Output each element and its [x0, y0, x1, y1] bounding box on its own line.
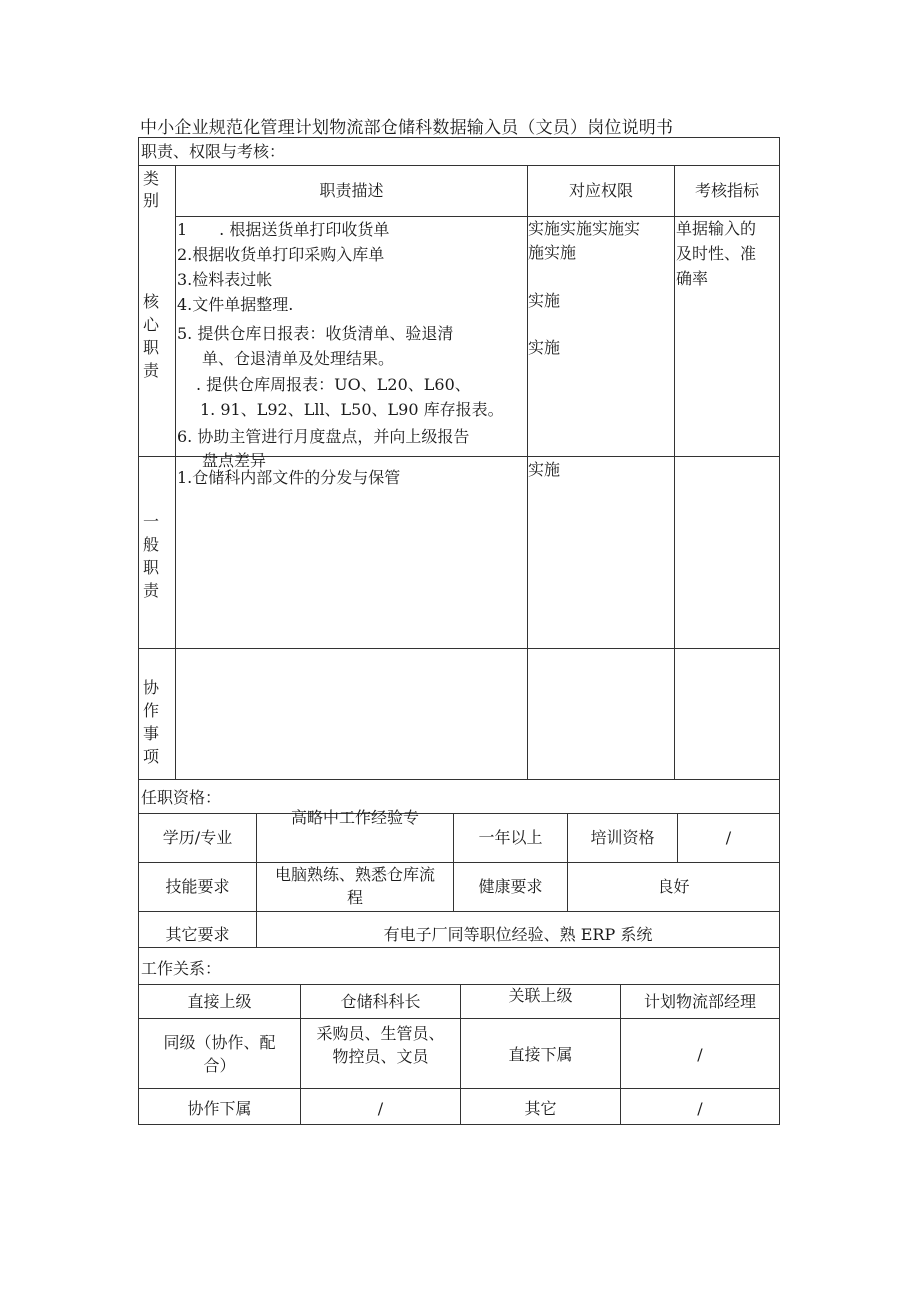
peer-value: 物控员、文员 [332, 1047, 429, 1066]
row-divider [139, 648, 779, 649]
peer-label: 同级（协作、配 [163, 1033, 276, 1052]
related-superior-label: 关联上级 [508, 986, 573, 1005]
general-duty-item: 1.仓储科内部文件的分发与保管 [177, 468, 401, 487]
header-description: 职责描述 [319, 181, 384, 200]
coop-subordinate-value: / [377, 1099, 384, 1118]
job-description-table [138, 137, 780, 1125]
row-divider [139, 911, 779, 912]
header-assessment: 考核指标 [694, 181, 759, 200]
direct-subordinate-label: 直接下属 [508, 1045, 573, 1064]
core-duty-item: . 提供仓库周报表：UO、L20、L60、 [196, 375, 471, 394]
core-duty-item: 盘点差异 [202, 451, 267, 470]
health-value: 良好 [657, 877, 690, 896]
core-authority-line: 实施实施实施实 [528, 219, 641, 238]
peer-label: 合） [203, 1056, 236, 1075]
row-divider [139, 862, 779, 863]
direct-subordinate-value: / [697, 1045, 703, 1064]
skill-value: 程 [346, 888, 363, 907]
row-divider [139, 947, 779, 948]
peer-value: 采购员、生管员、 [316, 1024, 445, 1043]
row-divider [139, 1088, 779, 1089]
other-relation-label: 其它 [524, 1099, 557, 1118]
core-duty-item: 2.根据收货单打印采购入库单 [177, 245, 385, 264]
category-cooperation: 协作事项 [142, 678, 159, 766]
col-divider [674, 165, 675, 779]
core-duty-item: 6. 协助主管进行月度盘点，并向上级报告 [177, 427, 470, 446]
core-authority-line: 实施 [528, 291, 561, 310]
category-core: 核心职责 [142, 292, 159, 380]
other-requirement-value: 有电子厂同等职位经验、熟 ERP 系统 [383, 925, 653, 944]
core-duty-list [176, 218, 526, 470]
section-heading-relations: 工作关系： [141, 959, 222, 978]
core-duty-item: 4.文件单据整理. [177, 295, 294, 314]
general-authority: 实施 [528, 460, 561, 479]
coop-subordinate-label: 协作下属 [187, 1099, 252, 1118]
header-category: 类别 [142, 169, 159, 210]
core-duty-item: 5. 提供仓库日报表：收货清单、验退清 [177, 324, 454, 343]
skill-label: 技能要求 [165, 877, 230, 896]
core-duty-item: 3.检料表过帐 [177, 270, 273, 289]
category-general: 一般职责 [142, 512, 159, 600]
direct-superior-value: 仓储科科长 [340, 992, 421, 1011]
health-label: 健康要求 [478, 877, 543, 896]
direct-superior-label: 直接上级 [187, 992, 252, 1011]
core-authority-line: 实施 [528, 338, 561, 357]
experience-value: 一年以上 [478, 828, 543, 847]
core-duty-item: 单、仓退清单及处理结果。 [202, 349, 395, 368]
core-assessment-line: 确率 [676, 269, 709, 288]
core-assessment-line: 单据输入的 [676, 219, 757, 238]
row-divider [139, 984, 779, 985]
core-authority-line: 施实施 [528, 243, 577, 262]
document-title: 中小企业规范化管理计划物流部仓储科数据输入员（文员）岗位说明书 [140, 118, 674, 138]
row-divider [139, 1018, 779, 1019]
row-divider [139, 779, 779, 780]
other-requirement-label: 其它要求 [165, 925, 230, 944]
other-relation-value: / [697, 1099, 703, 1118]
training-value: / [725, 828, 732, 847]
header-authority: 对应权限 [568, 181, 633, 200]
education-label: 学历/专业 [162, 828, 233, 847]
section-heading-qualification: 任职资格： [141, 788, 222, 807]
training-label: 培训资格 [590, 828, 655, 847]
education-value: 高略中工作经验专 [290, 808, 419, 827]
related-superior-value: 计划物流部经理 [643, 992, 756, 1011]
skill-value: 电脑熟练、熟悉仓库流 [274, 865, 435, 884]
section-heading-duties: 职责、权限与考核： [141, 142, 286, 161]
row-divider [139, 813, 779, 814]
core-duty-item: 1 . 根据送货单打印收货单 [177, 220, 390, 239]
row-divider [139, 165, 779, 166]
core-assessment-line: 及时性、准 [676, 244, 757, 263]
core-duty-item: 1. 91、L92、Lll、L50、L90 库存报表。 [200, 400, 504, 419]
